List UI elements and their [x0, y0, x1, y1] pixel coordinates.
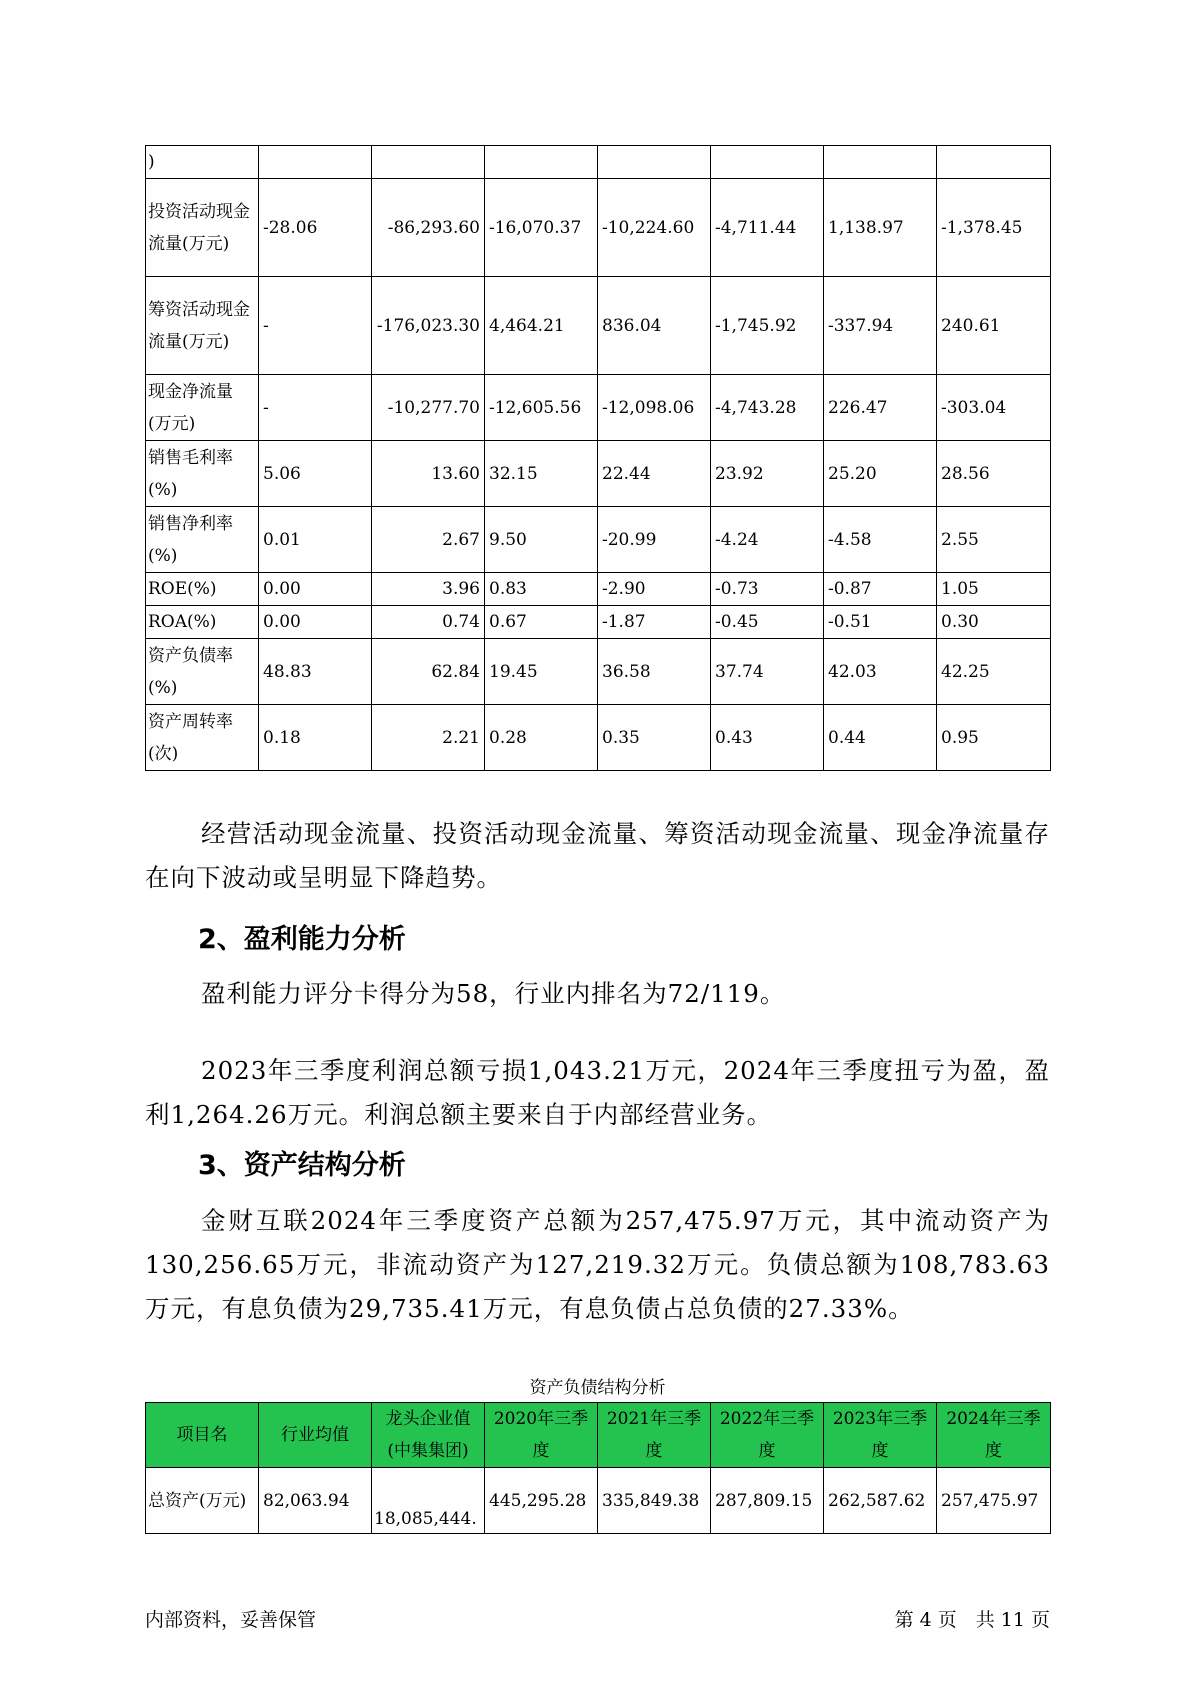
table-cell — [937, 146, 1051, 179]
table-cell: 262,587.62 — [824, 1468, 937, 1534]
table-cell: -0.45 — [711, 606, 824, 639]
table-cell: -1,378.45 — [937, 179, 1051, 277]
table-row — [146, 146, 1051, 179]
table-cell: -1,745.92 — [711, 277, 824, 375]
table-cell: -10,224.60 — [598, 179, 711, 277]
row-label: ROE(%) — [146, 573, 259, 606]
table-cell: 2.55 — [937, 507, 1051, 573]
table-cell: -337.94 — [824, 277, 937, 375]
table-cell: 0.43 — [711, 705, 824, 771]
table-cell: 36.58 — [598, 639, 711, 705]
table-cell: 445,295.28 — [485, 1468, 598, 1534]
table-cell: -0.87 — [824, 573, 937, 606]
table-cell: 0.74 — [372, 606, 485, 639]
table-cell: 18,085,444. — [372, 1468, 485, 1534]
table-cell — [372, 146, 485, 179]
table-row — [146, 277, 1051, 375]
table-cell: -4.58 — [824, 507, 937, 573]
table-cell: 25.20 — [824, 441, 937, 507]
table-cell: 226.47 — [824, 375, 937, 441]
column-header: 龙头企业值(中集集团) — [372, 1403, 485, 1468]
table-cell: 23.92 — [711, 441, 824, 507]
table-cell: 42.03 — [824, 639, 937, 705]
table-row — [146, 179, 1051, 277]
column-header: 2020年三季度 — [485, 1403, 598, 1468]
column-header: 2023年三季度 — [824, 1403, 937, 1468]
row-label: 资产周转率(次) — [146, 705, 259, 771]
table-cell: 62.84 — [372, 639, 485, 705]
table-cell — [259, 146, 372, 179]
table-cell: 1.05 — [937, 573, 1051, 606]
table-cell — [598, 146, 711, 179]
financial-indicators-table — [145, 145, 1051, 771]
table-cell: 0.95 — [937, 705, 1051, 771]
table-cell: 0.30 — [937, 606, 1051, 639]
table-cell: 48.83 — [259, 639, 372, 705]
table-cell: 5.06 — [259, 441, 372, 507]
table-cell: -176,023.30 — [372, 277, 485, 375]
table-row — [146, 573, 1051, 606]
table-cell: 0.67 — [485, 606, 598, 639]
footer-page-number: 第 4 页 共 11 页 — [894, 1609, 1050, 1631]
table-cell: -2.90 — [598, 573, 711, 606]
asset-structure-paragraph: 金财互联2024年三季度资产总额为257,475.97万元，其中流动资产为130,256.65万元，非流动资产为127,219.32万元。负债总额为108,783.63万元，有息负债为29,735.41万元，有息负债占总负债的27.33%。 — [145, 1206, 1050, 1323]
table-cell: 9.50 — [485, 507, 598, 573]
table-cell — [824, 146, 937, 179]
table-cell — [485, 146, 598, 179]
column-header: 2022年三季度 — [711, 1403, 824, 1468]
table-cell: -86,293.60 — [372, 179, 485, 277]
table-header-row — [146, 1403, 1051, 1468]
row-label: 销售毛利率(%) — [146, 441, 259, 507]
table-cell: -303.04 — [937, 375, 1051, 441]
table-caption: 资产负债结构分析 — [529, 1378, 666, 1398]
column-header: 行业均值 — [259, 1403, 372, 1468]
table-row — [146, 507, 1051, 573]
table-row — [146, 639, 1051, 705]
table-cell: -4,711.44 — [711, 179, 824, 277]
cashflow-trend-paragraph: 经营活动现金流量、投资活动现金流量、筹资活动现金流量、现金净流量存在向下波动或呈明显下降趋势。 — [145, 819, 1050, 892]
table-cell: 287,809.15 — [711, 1468, 824, 1534]
table-cell: 28.56 — [937, 441, 1051, 507]
row-label: 资产负债率(%) — [146, 639, 259, 705]
table-cell: 1,138.97 — [824, 179, 937, 277]
table-cell: 19.45 — [485, 639, 598, 705]
table-row — [146, 606, 1051, 639]
column-header: 2021年三季度 — [598, 1403, 711, 1468]
table-row — [146, 705, 1051, 771]
row-label: 投资活动现金流量(万元) — [146, 179, 259, 277]
section-heading-asset-structure: 3、资产结构分析 — [198, 1150, 406, 1181]
table-cell: -0.51 — [824, 606, 937, 639]
table-cell: 836.04 — [598, 277, 711, 375]
table-cell: -16,070.37 — [485, 179, 598, 277]
table-cell: 0.18 — [259, 705, 372, 771]
table-cell: 82,063.94 — [259, 1468, 372, 1534]
table-cell: 22.44 — [598, 441, 711, 507]
footer-confidential: 内部资料，妥善保管 — [145, 1609, 317, 1631]
table-cell: 0.35 — [598, 705, 711, 771]
row-label: ROA(%) — [146, 606, 259, 639]
table-cell: -1.87 — [598, 606, 711, 639]
table-row — [146, 375, 1051, 441]
row-label: 销售净利率(%) — [146, 507, 259, 573]
table-cell: -12,098.06 — [598, 375, 711, 441]
column-header: 项目名 — [146, 1403, 259, 1468]
table-cell: - — [259, 277, 372, 375]
table-cell: 37.74 — [711, 639, 824, 705]
table-cell: 13.60 — [372, 441, 485, 507]
table-row — [146, 1468, 1051, 1534]
table-cell: 257,475.97 — [937, 1468, 1051, 1534]
table-cell: 2.21 — [372, 705, 485, 771]
table-cell: - — [259, 375, 372, 441]
profit-total-paragraph: 2023年三季度利润总额亏损1,043.21万元，2024年三季度扭亏为盈，盈利1,264.26万元。利润总额主要来自于内部经营业务。 — [145, 1056, 1050, 1129]
table-cell: 4,464.21 — [485, 277, 598, 375]
table-cell: 0.28 — [485, 705, 598, 771]
row-label: 总资产(万元) — [146, 1468, 259, 1534]
row-label: ) — [146, 146, 259, 179]
row-label: 筹资活动现金流量(万元) — [146, 277, 259, 375]
table-cell: -28.06 — [259, 179, 372, 277]
table-cell: -12,605.56 — [485, 375, 598, 441]
row-label: 现金净流量(万元) — [146, 375, 259, 441]
table-cell: 240.61 — [937, 277, 1051, 375]
table-cell: 0.01 — [259, 507, 372, 573]
table-cell: -0.73 — [711, 573, 824, 606]
table-cell: 0.00 — [259, 606, 372, 639]
table-cell: 0.00 — [259, 573, 372, 606]
table-cell: 0.83 — [485, 573, 598, 606]
table-cell: -10,277.70 — [372, 375, 485, 441]
table-cell — [711, 146, 824, 179]
table-cell: -4,743.28 — [711, 375, 824, 441]
balance-structure-table — [145, 1402, 1051, 1534]
table-row — [146, 441, 1051, 507]
section-heading-profitability: 2、盈利能力分析 — [198, 924, 406, 955]
table-cell: 0.44 — [824, 705, 937, 771]
table-cell: 32.15 — [485, 441, 598, 507]
table-cell: -20.99 — [598, 507, 711, 573]
table-cell: 3.96 — [372, 573, 485, 606]
table-cell: 335,849.38 — [598, 1468, 711, 1534]
column-header: 2024年三季度 — [937, 1403, 1051, 1468]
profitability-score-paragraph: 盈利能力评分卡得分为58，行业内排名为72/119。 — [201, 979, 786, 1008]
table-cell: 2.67 — [372, 507, 485, 573]
table-cell: -4.24 — [711, 507, 824, 573]
table-cell: 42.25 — [937, 639, 1051, 705]
